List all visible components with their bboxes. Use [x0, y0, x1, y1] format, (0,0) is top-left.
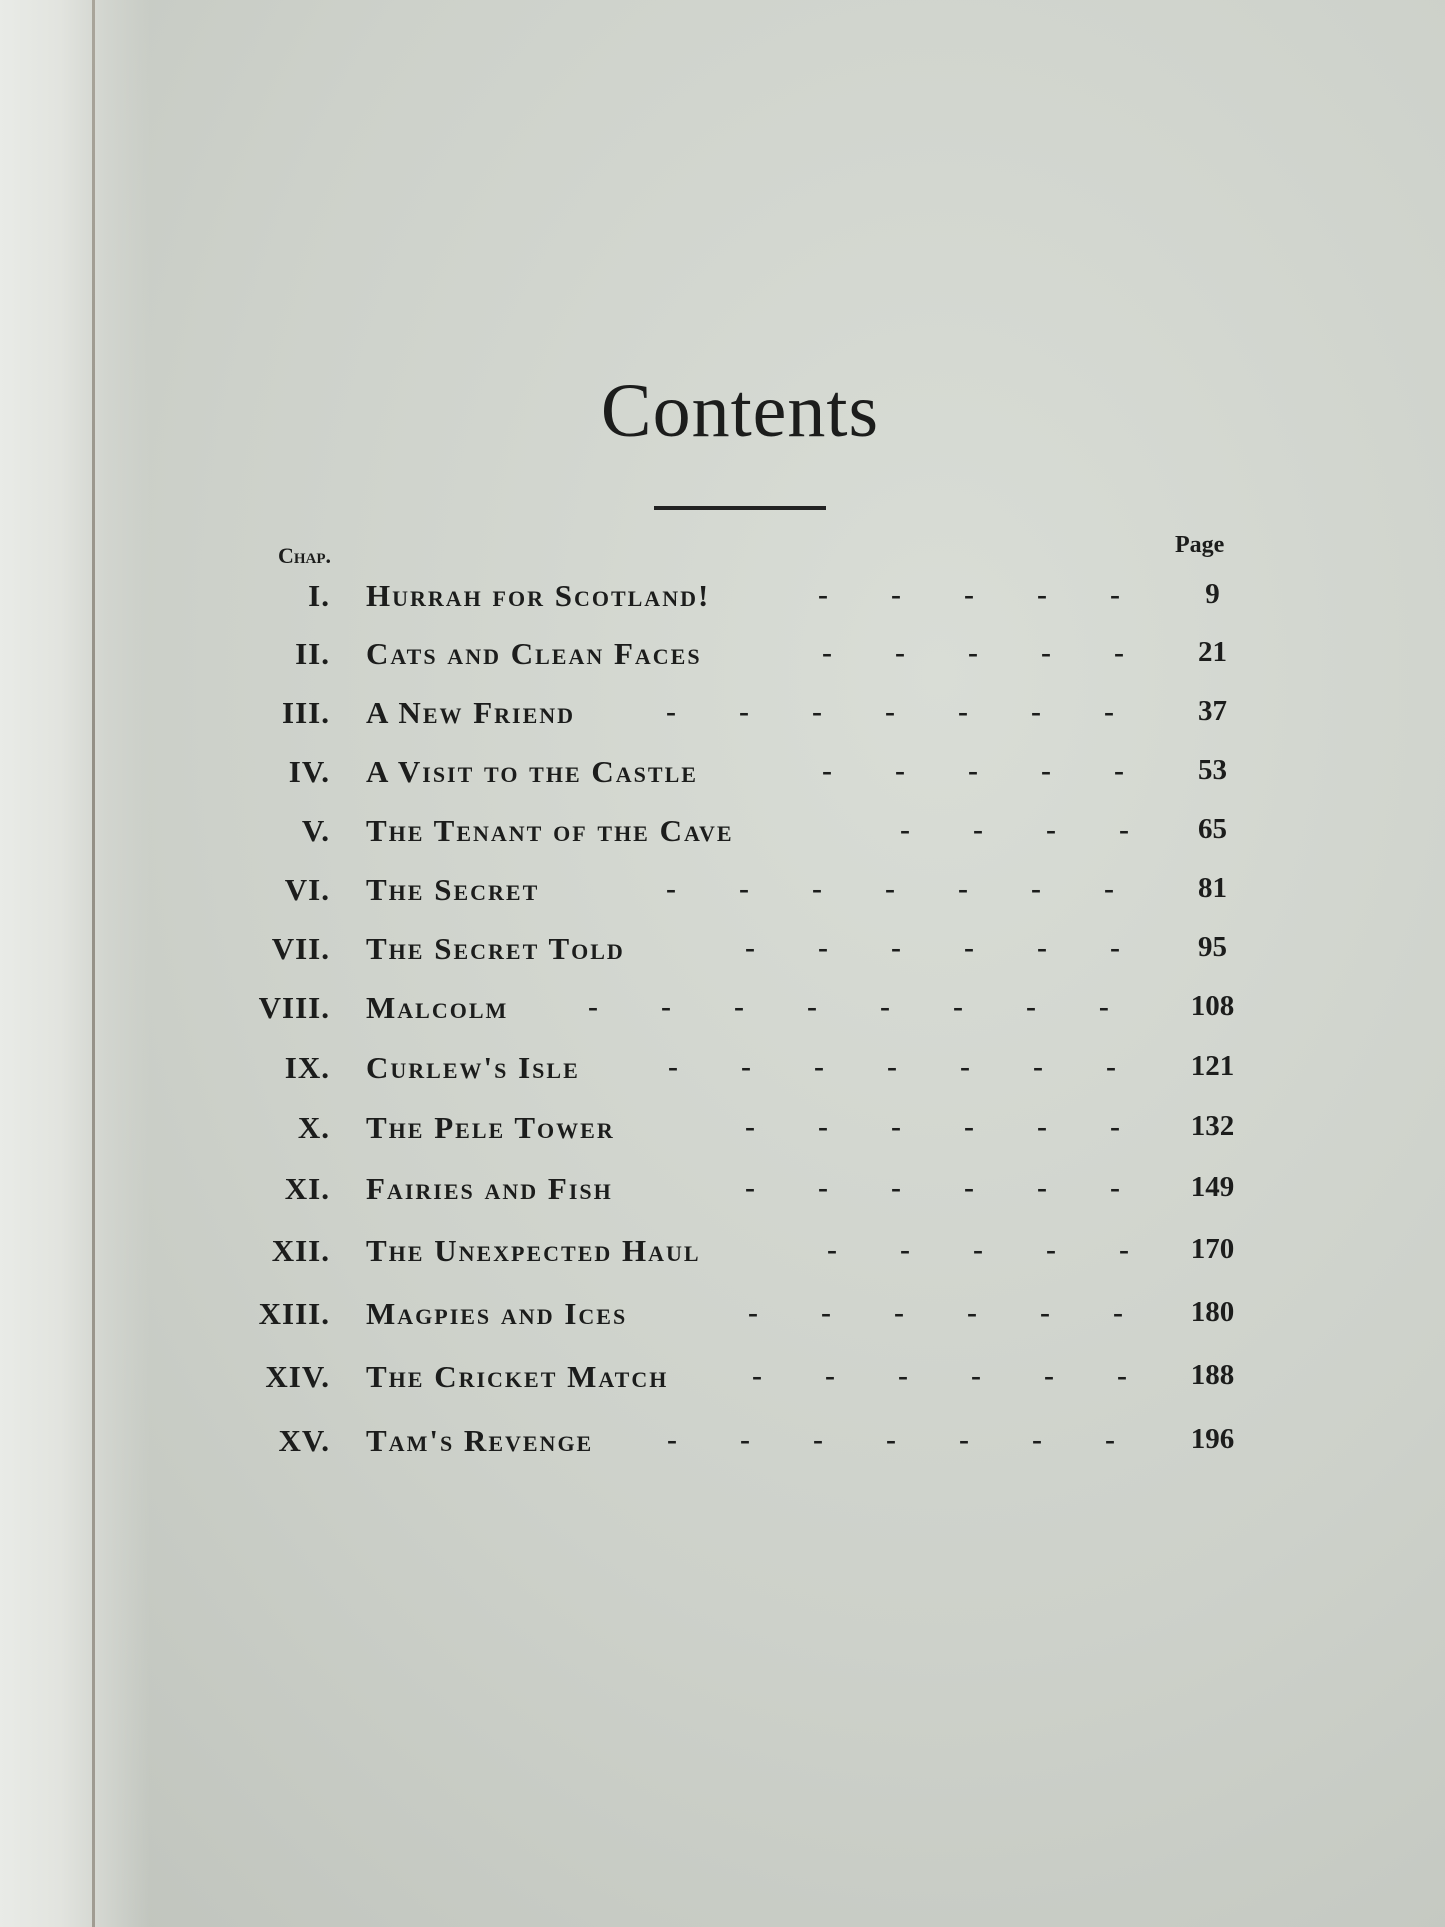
- dot-leader: -------: [667, 1423, 1178, 1456]
- toc-entry: [0, 931, 1445, 975]
- toc-entry: [0, 1359, 1445, 1403]
- dot-leader: -----: [822, 636, 1187, 669]
- chapter-title: Fairies and Fish: [366, 1171, 613, 1206]
- page-number: 188: [1190, 1359, 1235, 1391]
- chapter-number: XI.: [284, 1171, 330, 1206]
- page-number: 170: [1190, 1233, 1235, 1265]
- page-number: 121: [1190, 1050, 1235, 1082]
- chapter-title: The Tenant of the Cave: [366, 813, 734, 848]
- dot-leader: ----: [900, 813, 1192, 846]
- toc-entry: [0, 1233, 1445, 1277]
- dot-leader: ------: [745, 931, 1183, 964]
- dot-leader: ------: [745, 1110, 1183, 1143]
- chapter-number: XIII.: [258, 1296, 330, 1331]
- chapter-number: V.: [301, 813, 330, 848]
- dot-leader: --------: [588, 990, 1172, 1023]
- toc-entry: [0, 1050, 1445, 1094]
- chapter-title: The Unexpected Haul: [366, 1233, 701, 1268]
- dot-leader: ------: [748, 1296, 1186, 1329]
- chapter-title: The Pele Tower: [366, 1110, 615, 1145]
- page-number: 95: [1198, 931, 1227, 963]
- toc-entry: [0, 990, 1445, 1034]
- page-number: 37: [1198, 695, 1227, 727]
- dot-leader: -------: [666, 695, 1177, 728]
- toc-entry: [0, 872, 1445, 916]
- chapter-number: VII.: [271, 931, 330, 966]
- page-title: Contents: [600, 369, 880, 453]
- page-number: 196: [1190, 1423, 1235, 1455]
- dot-leader: -----: [822, 754, 1187, 787]
- chapter-number: IV.: [288, 754, 330, 789]
- chapter-number: XII.: [271, 1233, 330, 1268]
- chapter-title: Magpies and Ices: [366, 1296, 628, 1331]
- chapter-title: Tam's Revenge: [366, 1423, 594, 1458]
- toc-entry: [0, 754, 1445, 798]
- toc-entry: [0, 636, 1445, 680]
- toc-entry: [0, 695, 1445, 739]
- chapter-number: X.: [297, 1110, 330, 1145]
- toc-entry: [0, 813, 1445, 857]
- dot-leader: -----: [818, 578, 1183, 611]
- page-number: 81: [1198, 872, 1227, 904]
- dot-leader: ------: [745, 1171, 1183, 1204]
- toc-entry: [0, 1171, 1445, 1215]
- chapter-title: A New Friend: [366, 695, 576, 730]
- page-number: 65: [1198, 813, 1227, 845]
- chapter-number: IX.: [284, 1050, 330, 1085]
- dot-leader: ------: [752, 1359, 1190, 1392]
- chapter-title: Hurrah for Scotland!: [366, 578, 711, 613]
- chapter-title: A Visit to the Castle: [366, 754, 698, 789]
- page-number: 53: [1198, 754, 1227, 786]
- dot-leader: -----: [827, 1233, 1192, 1266]
- dot-leader: -------: [668, 1050, 1179, 1083]
- chapter-number: III.: [282, 695, 330, 730]
- chapter-number: XV.: [278, 1423, 330, 1458]
- page-column-label: Page: [1175, 532, 1225, 558]
- chapter-number: XIV.: [265, 1359, 330, 1394]
- chapter-title: Malcolm: [366, 990, 509, 1025]
- page-number: 180: [1190, 1296, 1235, 1328]
- chapter-title: The Secret: [366, 872, 540, 907]
- chapter-title: The Cricket Match: [366, 1359, 669, 1394]
- dot-leader: -------: [666, 872, 1177, 905]
- chapter-number: VIII.: [258, 990, 330, 1025]
- chap-column-label: Chap.: [278, 543, 332, 568]
- toc-entry: [0, 1423, 1445, 1467]
- page-number: 9: [1205, 578, 1220, 610]
- chapter-number: VI.: [284, 872, 330, 907]
- chapter-number: II.: [295, 636, 330, 671]
- toc-entry: [0, 1110, 1445, 1154]
- page-number: 21: [1198, 636, 1227, 668]
- chapter-title: Curlew's Isle: [366, 1050, 580, 1085]
- chapter-title: Cats and Clean Faces: [366, 636, 702, 671]
- page-number: 149: [1190, 1171, 1235, 1203]
- toc-entry: [0, 1296, 1445, 1340]
- page-number: 132: [1190, 1110, 1235, 1142]
- chapter-title: The Secret Told: [366, 931, 625, 966]
- toc-entry: [0, 578, 1445, 622]
- chapter-number: I.: [308, 578, 330, 613]
- page-number: 108: [1190, 990, 1235, 1022]
